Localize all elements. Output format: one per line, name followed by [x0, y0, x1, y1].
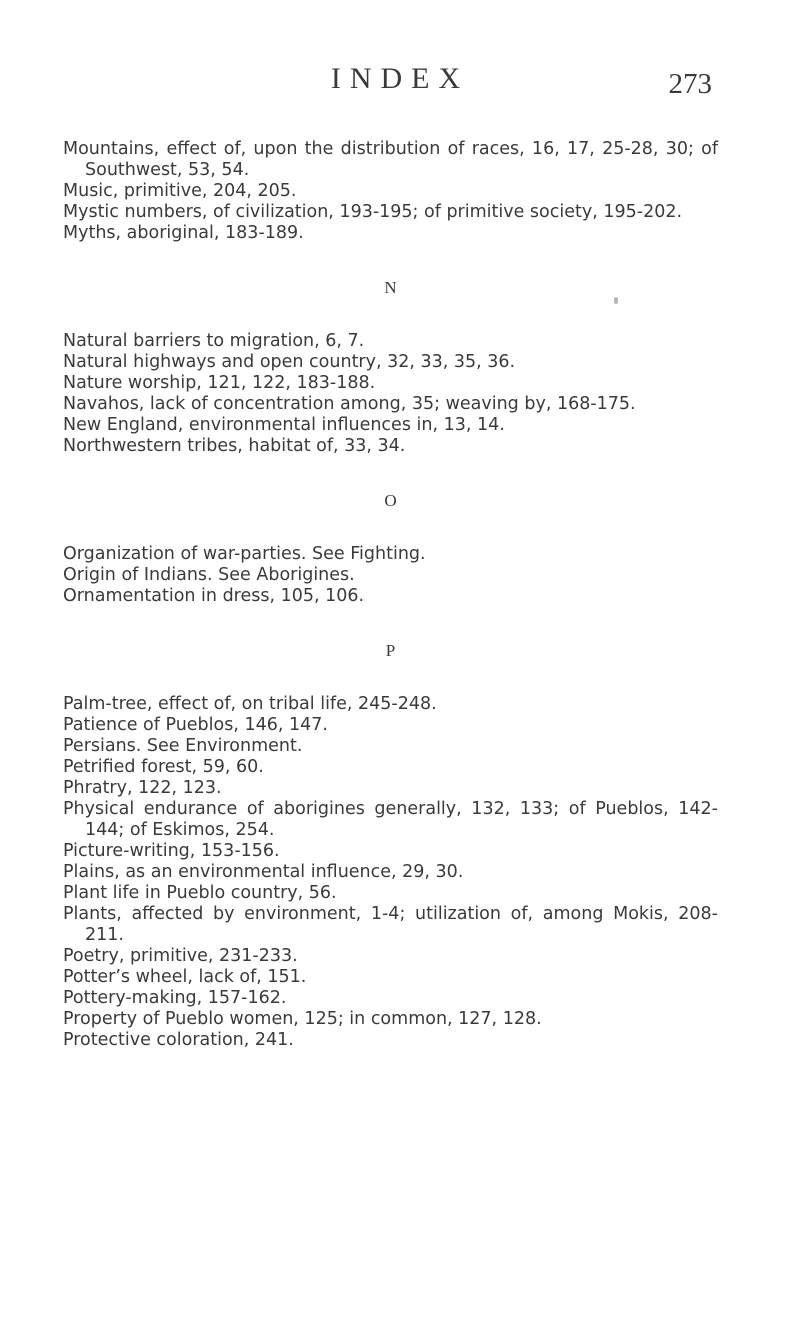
index-entry: Mystic numbers, of civilization, 193-195; of primitive society, 195-202.	[63, 202, 683, 222]
index-body	[63, 139, 718, 1051]
index-entry: Protective coloration, 241.	[63, 1030, 294, 1050]
index-entry: Plants, affected by environment, 1-4; utilization of, among Mokis, 208-211.	[63, 904, 718, 945]
index-entry: Natural highways and open country, 32, 33, 35, 36.	[63, 352, 516, 372]
section-letter-o: O	[384, 491, 397, 510]
index-entry: Petrified forest, 59, 60.	[63, 757, 264, 777]
running-head	[0, 62, 800, 102]
index-entry: Natural barriers to migration, 6, 7.	[63, 331, 365, 351]
index-entry: New England, environmental influences in, 13, 14.	[63, 415, 505, 435]
index-entry: Picture-writing, 153-156.	[63, 841, 280, 861]
index-section-n	[63, 277, 718, 457]
index-entry: Nature worship, 121, 122, 183-188.	[63, 373, 376, 393]
index-entry: Ornamentation in dress, 105, 106.	[63, 586, 365, 606]
index-entry: Potter’s wheel, lack of, 151.	[63, 967, 307, 987]
index-section-p	[63, 640, 718, 1051]
index-entry: Music, primitive, 204, 205.	[63, 181, 297, 201]
index-entry: Plains, as an environmental influence, 29, 30.	[63, 862, 464, 882]
index-entry: Poetry, primitive, 231-233.	[63, 946, 298, 966]
index-section-o	[63, 490, 718, 607]
section-letter-n: N	[384, 278, 397, 297]
index-section-m	[63, 139, 718, 244]
page-number: 273	[668, 68, 712, 100]
index-entry: Patience of Pueblos, 146, 147.	[63, 715, 328, 735]
index-entry: Property of Pueblo women, 125; in common, 127, 128.	[63, 1009, 542, 1029]
index-entry: Plant life in Pueblo country, 56.	[63, 883, 337, 903]
index-entry: Navahos, lack of concentration among, 35; weaving by, 168-175.	[63, 394, 636, 414]
index-entry: Pottery-making, 157-162.	[63, 988, 287, 1008]
running-title: INDEX	[330, 62, 470, 95]
index-entry: Northwestern tribes, habitat of, 33, 34.	[63, 436, 406, 456]
index-entry: Palm-tree, effect of, on tribal life, 245-248.	[63, 694, 437, 714]
index-entry: Organization of war-parties. See Fighting.	[63, 544, 426, 564]
index-entry: Origin of Indians. See Aborigines.	[63, 565, 355, 585]
index-entry: Myths, aboriginal, 183-189.	[63, 223, 304, 243]
index-entry: Persians. See Environment.	[63, 736, 303, 756]
section-letter-p: P	[385, 641, 396, 660]
index-entry: Phratry, 122, 123.	[63, 778, 222, 798]
index-entry: Physical endurance of aborigines generally, 132, 133; of Pueblos, 142-144; of Eskimos, 254.	[63, 799, 718, 840]
index-entry: Mountains, effect of, upon the distribution of races, 16, 17, 25-28, 30; of Southwest, 53, 54.	[63, 139, 718, 180]
